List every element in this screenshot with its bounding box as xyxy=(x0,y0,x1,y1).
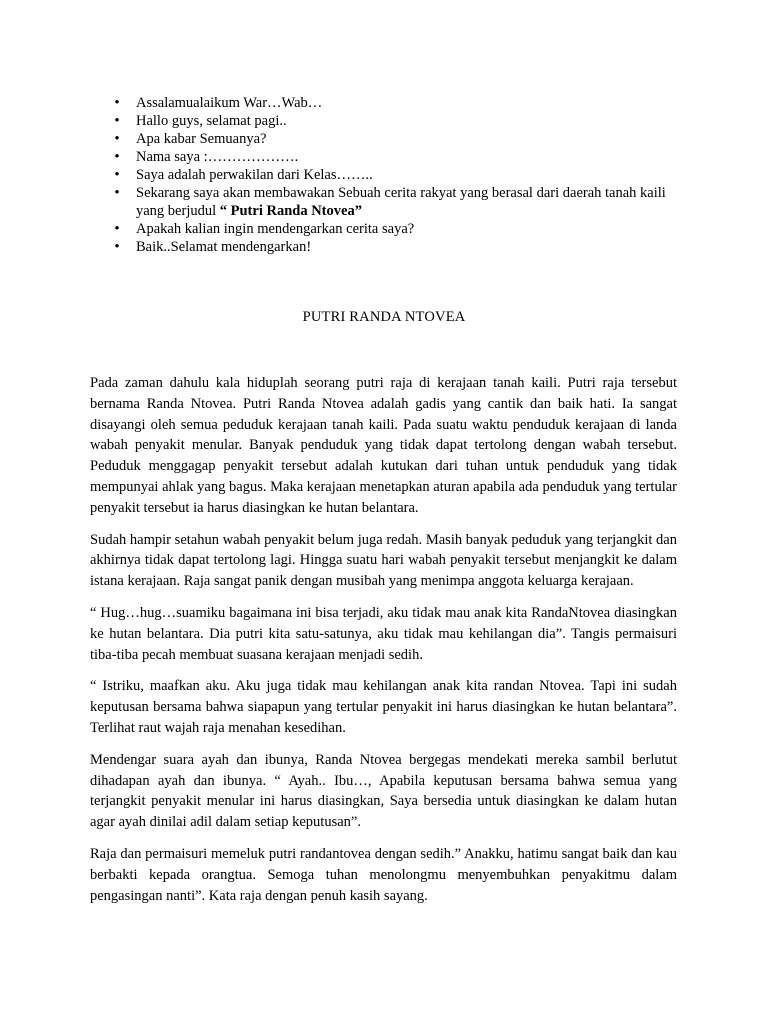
bullet-dot-icon: • xyxy=(114,149,120,165)
bullet-dot-icon: • xyxy=(114,113,120,129)
story-body xyxy=(90,373,677,917)
bullet-dot-icon: • xyxy=(114,185,120,201)
story-paragraph: “ Hug…hug…suamiku bagaimana ini bisa terjadi, aku tidak mau anak kita RandaNtovea diasingkan ke hutan belantara. Dia putri kita satu-satunya, aku tidak mau kehilangan dia”. Tangis permaisuri tiba-tiba pecah membuat suasana kerajaan menjadi sedih. xyxy=(90,604,677,663)
story-title-inline: “ Putri Randa Ntovea” xyxy=(219,203,362,219)
bullet-item: • Baik..Selamat mendengarkan! xyxy=(112,238,672,256)
story-title: PUTRI RANDA NTOVEA xyxy=(302,309,466,325)
intro-bullet-list xyxy=(112,94,672,256)
bullet-item: • Saya adalah perwakilan dari Kelas…….. xyxy=(112,166,672,184)
bullet-item: • Nama saya :………………. xyxy=(112,148,672,166)
story-paragraph: Raja dan permaisuri memeluk putri randantovea dengan sedih.” Anakku, hatimu sangat baik dan kau berbakti kepada orangtua. Semoga tuhan menolongmu menyembuhkan penyakitmu dalam pengasingan nanti”. Kata raja dengan penuh kasih sayang. xyxy=(90,845,677,904)
bullet-item: • Apa kabar Semuanya? xyxy=(112,130,672,148)
story-paragraph: Sudah hampir setahun wabah penyakit belum juga redah. Masih banyak peduduk yang terjangkit dan akhirnya tidak dapat tertolong lagi. Hingga suatu hari wabah penyakit tersebut menjangkit ke dalam istana kerajaan. Raja sangat panik dengan musibah yang menimpa anggota keluarga kerajaan. xyxy=(90,531,677,590)
story-paragraph: Mendengar suara ayah dan ibunya, Randa Ntovea bergegas mendekati mereka sambil berlutut dihadapan ayah dan ibunya. “ Ayah.. Ibu…, Apabila keputusan bersama bahwa semua yang terjangkit penyakit menular ini harus diasingkan, Saya bersedia untuk diasingkan ke dalam hutan agar ayah dinilai adil dalam setiap keputusan”. xyxy=(90,751,677,831)
bullet-item: • Sekarang saya akan membawakan Sebuah cerita rakyat yang berasal dari daerah tanah kaili yang berjudul “ Putri Randa Ntovea” xyxy=(112,184,672,220)
bullet-item: • Assalamualaikum War…Wab… xyxy=(112,94,672,112)
bullet-dot-icon: • xyxy=(114,239,120,255)
bullet-dot-icon: • xyxy=(114,131,120,147)
story-paragraph: “ Istriku, maafkan aku. Aku juga tidak mau kehilangan anak kita randan Ntovea. Tapi ini sudah keputusan bersama bahwa siapapun yang tertular penyakit ini harus diasingkan ke hutan belantara”. Terlihat raut wajah raja menahan kesedihan. xyxy=(90,678,677,736)
bullet-item: • Hallo guys, selamat pagi.. xyxy=(112,112,672,130)
bullet-dot-icon: • xyxy=(114,95,120,111)
story-paragraph: Pada zaman dahulu kala hiduplah seorang putri raja di kerajaan tanah kaili. Putri raja tersebut bernama Randa Ntovea. Putri Randa Ntovea adalah gadis yang cantik dan baik hati. Ia sangat disayangi oleh semua peduduk kerajaan tanah kaili. Pada suatu waktu penduduk kerajaan di landa wabah penyakit menular. Banyak penduduk yang tidak dapat tertolong dengan wabah tersebut. Peduduk menggagap penyakit tersebut adalah kutukan dari tuhan untuk penduduk yang tidak mempunyai ahlak yang bagus. Maka kerajaan menetapkan aturan apabila ada penduduk yang tertular penyakit tersebut ia harus diasingkan ke hutan belantara. xyxy=(90,375,677,516)
bullet-dot-icon: • xyxy=(114,167,120,183)
bullet-item: • Apakah kalian ingin mendengarkan cerita saya? xyxy=(112,220,672,238)
bullet-dot-icon: • xyxy=(114,221,120,237)
